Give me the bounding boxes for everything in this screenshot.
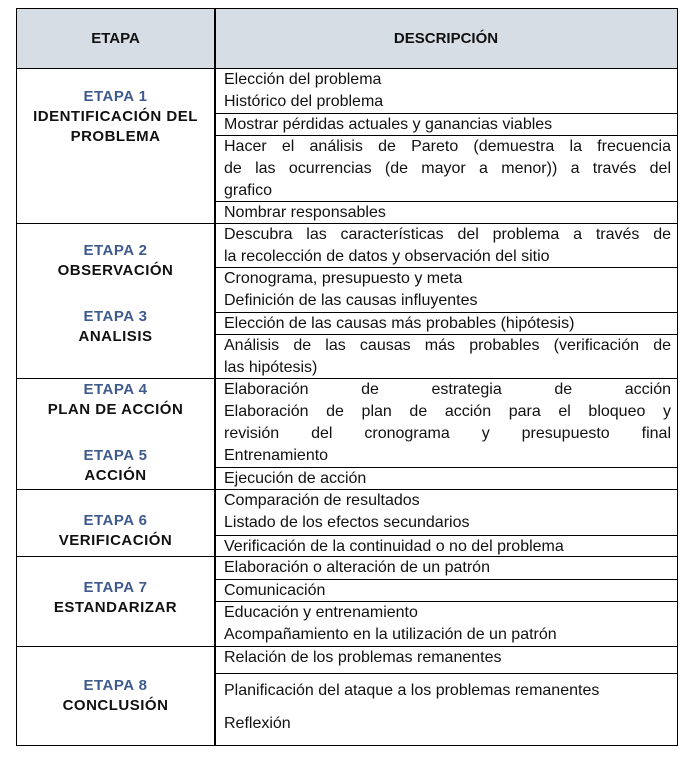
description-line: Mostrar pérdidas actuales y ganancias viables bbox=[224, 116, 553, 133]
description-line: Hacer el análisis de Pareto (demuestra la frecuencia bbox=[224, 138, 671, 155]
stage-cell bbox=[17, 69, 214, 223]
description-line: Elaboración de plan de acción para el bloqueo y bbox=[224, 403, 671, 420]
description-line: Acompañamiento en la utilización de un patrón bbox=[224, 626, 557, 643]
description-line: Análisis de las causas más probables (verificación de bbox=[224, 337, 671, 354]
description-cell bbox=[216, 557, 677, 580]
stage-number: ETAPA 3 bbox=[83, 308, 148, 325]
stage-name: OBSERVACIÓN bbox=[57, 262, 174, 279]
stage-name: ACCIÓN bbox=[84, 467, 147, 484]
column-divider bbox=[214, 9, 216, 745]
stage-cell bbox=[17, 557, 214, 646]
description-cell bbox=[216, 268, 677, 313]
description-line: Verificación de la continuidad o no del problema bbox=[224, 538, 564, 555]
description-cell bbox=[216, 114, 677, 136]
description-cell bbox=[216, 202, 677, 224]
stage-name: ANALISIS bbox=[78, 328, 153, 345]
stage-cell bbox=[17, 224, 214, 378]
description-column bbox=[216, 379, 677, 489]
description-line: Elaboración o alteración de un patrón bbox=[224, 559, 490, 576]
description-line: revisión del cronograma y presupuesto final bbox=[224, 425, 671, 442]
stage-label bbox=[17, 241, 214, 281]
description-line: Relación de los problemas remanentes bbox=[224, 649, 502, 666]
stage-label bbox=[17, 307, 214, 347]
description-line: Histórico del problema bbox=[224, 93, 384, 110]
stage-number: ETAPA 8 bbox=[83, 677, 148, 694]
description-column bbox=[216, 224, 677, 378]
stage-cell bbox=[17, 379, 214, 489]
stage-name: ESTANDARIZAR bbox=[53, 599, 178, 616]
stage-label bbox=[17, 578, 214, 618]
stage-label bbox=[17, 446, 214, 486]
stage-group bbox=[17, 69, 677, 224]
table-header bbox=[17, 9, 677, 69]
description-cell bbox=[216, 69, 677, 114]
description-line: Entrenamiento bbox=[224, 447, 329, 464]
stage-group bbox=[17, 647, 677, 747]
description-cell bbox=[216, 641, 677, 674]
stage-group bbox=[17, 224, 677, 379]
header-stage: ETAPA bbox=[91, 30, 140, 47]
description-column bbox=[216, 69, 677, 223]
description-line: Elección del problema bbox=[224, 71, 382, 88]
description-column bbox=[216, 647, 677, 747]
description-line: Elaboración de estrategia de acción bbox=[224, 381, 671, 398]
description-cell bbox=[216, 536, 677, 557]
description-cell bbox=[216, 490, 677, 536]
description-line: la recolección de datos y observación del sitio bbox=[224, 248, 550, 265]
stage-name: CONCLUSIÓN bbox=[62, 697, 169, 714]
stage-name: IDENTIFICACIÓN DEL bbox=[33, 108, 198, 125]
description-line: Nombrar responsables bbox=[224, 204, 386, 221]
description-line: las hipótesis) bbox=[224, 359, 318, 376]
stage-number: ETAPA 7 bbox=[83, 579, 148, 596]
description-line: Elección de las causas más probables (hipótesis) bbox=[224, 315, 575, 332]
description-cell bbox=[216, 674, 677, 741]
description-cell bbox=[216, 313, 677, 335]
description-cell bbox=[216, 136, 677, 202]
description-column bbox=[216, 557, 677, 646]
description-line: Listado de los efectos secundarios bbox=[224, 514, 470, 531]
stage-label bbox=[17, 676, 214, 716]
stage-name: VERIFICACIÓN bbox=[58, 532, 173, 549]
description-line: Ejecución de acción bbox=[224, 470, 367, 487]
description-line: Descubra las características del problema a través de bbox=[224, 226, 671, 243]
stage-number: ETAPA 4 bbox=[83, 381, 148, 398]
description-cell bbox=[216, 468, 677, 490]
description-line: Planificación del ataque a los problemas remanentes bbox=[224, 682, 600, 699]
description-line: grafico bbox=[224, 182, 273, 199]
stage-group bbox=[17, 557, 677, 647]
description-line: de las ocurrencias (de mayor a menor)) a través del bbox=[224, 160, 671, 177]
stage-cell bbox=[17, 490, 214, 556]
stage-label bbox=[17, 87, 214, 147]
description-cell bbox=[216, 335, 677, 379]
stage-name: PROBLEMA bbox=[70, 128, 161, 145]
description-cell bbox=[216, 379, 677, 468]
header-description: DESCRIPCIÓN bbox=[393, 30, 499, 47]
description-line: Educación y entrenamiento bbox=[224, 604, 418, 621]
stage-group bbox=[17, 490, 677, 557]
stage-label bbox=[17, 380, 214, 420]
stages-table bbox=[16, 8, 678, 746]
stage-number: ETAPA 2 bbox=[83, 242, 148, 259]
description-cell bbox=[216, 224, 677, 268]
stage-cell bbox=[17, 647, 214, 747]
stage-number: ETAPA 1 bbox=[83, 88, 148, 105]
stage-number: ETAPA 5 bbox=[83, 447, 148, 464]
description-line: Cronograma, presupuesto y meta bbox=[224, 270, 463, 287]
description-line: Reflexión bbox=[224, 715, 291, 732]
stage-number: ETAPA 6 bbox=[83, 512, 148, 529]
description-line: Comparación de resultados bbox=[224, 492, 420, 509]
description-cell bbox=[216, 580, 677, 602]
description-line: Comunicación bbox=[224, 582, 326, 599]
stage-group bbox=[17, 379, 677, 490]
stage-name: PLAN DE ACCIÓN bbox=[47, 401, 184, 418]
stage-label bbox=[17, 511, 214, 551]
description-column bbox=[216, 490, 677, 556]
description-line: Definición de las causas influyentes bbox=[224, 292, 478, 309]
